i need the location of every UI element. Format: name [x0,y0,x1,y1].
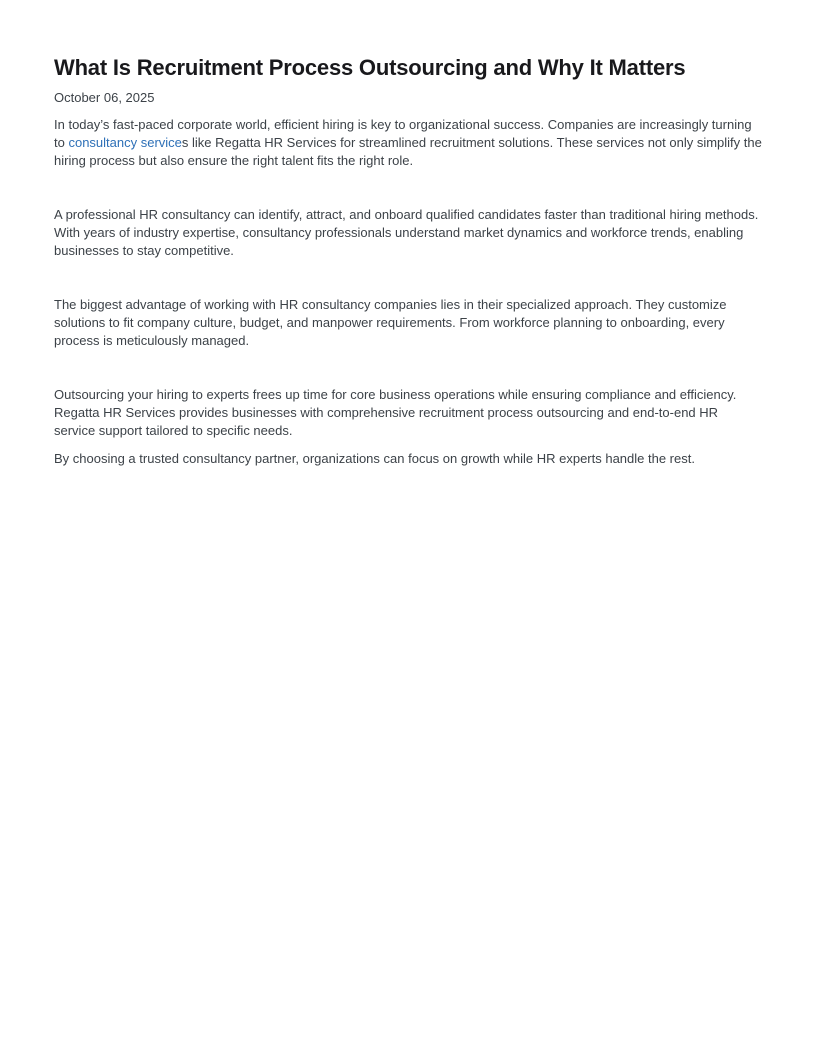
article-date: October 06, 2025 [54,90,155,105]
article-body [54,116,762,468]
paragraph-2: A professional HR consultancy can identify, attract, and onboard qualified candidates faster than traditional hiring methods. With years of industry expertise, consultancy professionals understand market dynamics and workforce trends, enabling businesses to stay competitive. [54,207,759,258]
article-title: What Is Recruitment Process Outsourcing and Why It Matters [54,55,686,80]
paragraph-4: Outsourcing your hiring to experts frees up time for core business operations while ensuring compliance and efficiency. Regatta HR Services provides businesses with comprehensive recruitment process outsourcing and end-to-end HR service support tailored to specific needs. [54,387,737,438]
consultancy-services-link[interactable]: consultancy service [68,135,182,150]
paragraph-3: The biggest advantage of working with HR consultancy companies lies in their specialized approach. They customize solutions to fit company culture, budget, and manpower requirements. From workforce planning to onboarding, every process is meticulously managed. [54,297,727,348]
intro-text-after-link: s like Regatta HR Services for streamlined recruitment solutions. These services not only simplify the hiring process but also ensure the right talent fits the right role. [54,135,762,168]
paragraph-5: By choosing a trusted consultancy partner, organizations can focus on growth while HR experts handle the rest. [54,451,695,466]
paragraph-intro [54,116,762,170]
intro-text-before-link: In today’s fast-paced corporate world, efficient hiring is key to organizational success. Companies are increasingly turning to [54,117,752,150]
